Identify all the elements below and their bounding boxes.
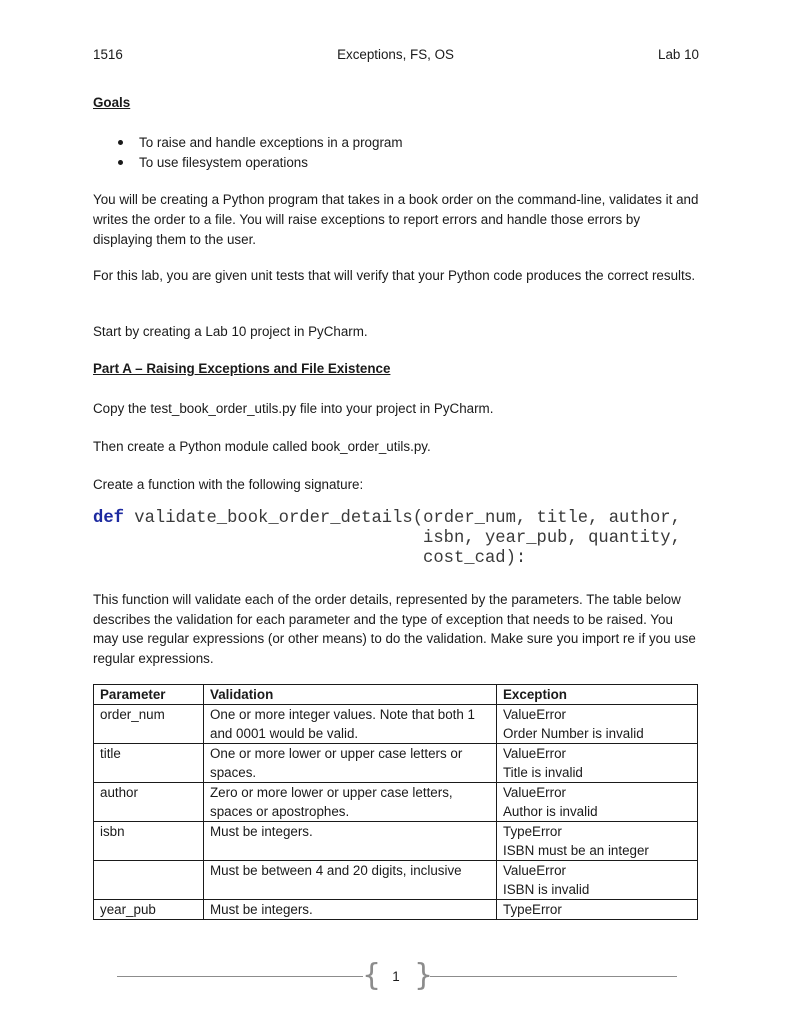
param-cell: title [94, 744, 204, 783]
function-signature-code [93, 509, 681, 569]
validation-cell: Must be between 4 and 20 digits, inclusive [204, 861, 497, 900]
exception-cell [497, 783, 698, 822]
header-course-code: 1516 [93, 47, 123, 62]
table-row [94, 900, 698, 920]
footer-divider-right [430, 976, 677, 977]
exception-message: ISBN is invalid [503, 882, 590, 897]
copy-paragraph: Copy the test_book_order_utils.py file into your project in PyCharm. [93, 401, 494, 416]
exception-type: TypeError [503, 824, 562, 839]
table-row [94, 861, 698, 900]
param-cell: author [94, 783, 204, 822]
exception-message: Order Number is invalid [503, 726, 644, 741]
page-number: 1 [392, 969, 400, 984]
code-keyword: def [93, 509, 124, 528]
exception-message: Author is invalid [503, 804, 598, 819]
validation-cell: Must be integers. [204, 900, 497, 920]
validation-table [93, 684, 698, 920]
exception-cell [497, 822, 698, 861]
part-a-heading: Part A – Raising Exceptions and File Existence [93, 361, 391, 376]
exception-type: ValueError [503, 746, 567, 761]
validation-cell: One or more integer values. Note that both 1 and 0001 would be valid. [204, 705, 497, 744]
code-line: isbn, year_pub, quantity, [93, 529, 681, 548]
param-cell: isbn [94, 822, 204, 861]
goal-item: To raise and handle exceptions in a program [93, 133, 403, 153]
intro-paragraph: You will be creating a Python program that takes in a book order on the command-line, validates it and writes the order to a file. You will raise exceptions to report errors and handle those errors by displaying them to the user. [93, 192, 699, 247]
exception-cell [497, 744, 698, 783]
validation-cell: Must be integers. [204, 822, 497, 861]
param-cell: year_pub [94, 900, 204, 920]
table-row [94, 822, 698, 861]
column-header: Validation [204, 685, 497, 705]
signature-intro-paragraph: Create a function with the following signature: [93, 477, 364, 492]
column-header: Parameter [94, 685, 204, 705]
goals-heading: Goals [93, 95, 131, 110]
validation-cell: One or more lower or upper case letters or spaces. [204, 744, 497, 783]
exception-message: Title is invalid [503, 765, 583, 780]
param-cell: order_num [94, 705, 204, 744]
exception-cell [497, 900, 698, 920]
goals-list [93, 133, 403, 172]
tests-paragraph: For this lab, you are given unit tests that will verify that your Python code produces the correct results. [93, 268, 696, 283]
validation-cell: Zero or more lower or upper case letters, spaces or apostrophes. [204, 783, 497, 822]
param-cell [94, 861, 204, 900]
code-line: cost_cad): [93, 549, 527, 568]
table-row [94, 783, 698, 822]
header-lab-number: Lab 10 [658, 47, 699, 62]
exception-cell [497, 861, 698, 900]
footer-divider-left [117, 976, 363, 977]
code-line: validate_book_order_details(order_num, title, author, [123, 509, 681, 528]
goal-item: To use filesystem operations [93, 153, 403, 173]
exception-type: ValueError [503, 707, 567, 722]
header-topic: Exceptions, FS, OS [337, 47, 454, 62]
exception-type: ValueError [503, 863, 567, 878]
column-header: Exception [497, 685, 698, 705]
module-paragraph: Then create a Python module called book_order_utils.py. [93, 439, 431, 454]
exception-message: ISBN must be an integer [503, 843, 649, 858]
table-row [94, 705, 698, 744]
table-row [94, 744, 698, 783]
table-header-row [94, 685, 698, 705]
right-brace-icon: } [414, 958, 434, 993]
table-intro-paragraph: This function will validate each of the order details, represented by the parameters. The table below describes the validation for each parameter and the type of exception that needs to be raised. You may use regular expressions (or other means) to do the validation. Make sure you import re if you use regular expressions. [93, 592, 696, 666]
exception-type: ValueError [503, 785, 567, 800]
exception-type: TypeError [503, 902, 562, 917]
left-brace-icon: { [362, 958, 382, 993]
exception-cell [497, 705, 698, 744]
start-paragraph: Start by creating a Lab 10 project in PyCharm. [93, 324, 368, 339]
